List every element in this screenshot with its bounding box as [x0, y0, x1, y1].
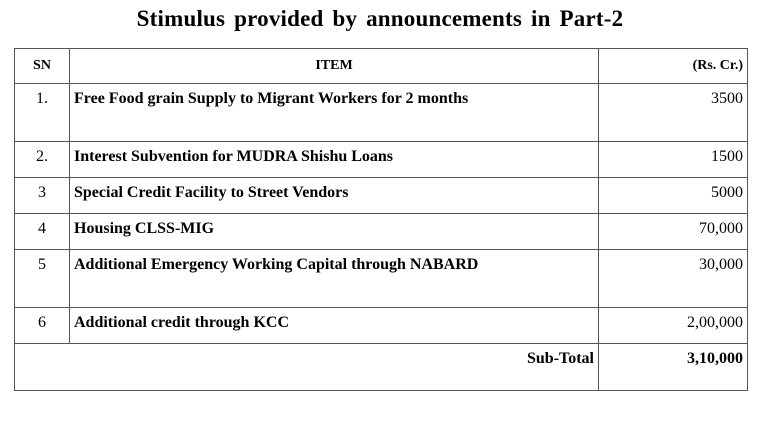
row-item: Housing CLSS-MIG [70, 214, 599, 250]
row-sn: 1. [15, 84, 70, 142]
table-row [15, 250, 748, 308]
table-row [15, 178, 748, 214]
row-amount: 5000 [599, 178, 748, 214]
row-sn: 5 [15, 250, 70, 308]
table-row [15, 308, 748, 344]
row-item: Free Food grain Supply to Migrant Workers for 2 months [70, 84, 599, 142]
row-amount: 2,00,000 [599, 308, 748, 344]
row-item: Special Credit Facility to Street Vendors [70, 178, 599, 214]
stimulus-table [14, 48, 748, 391]
row-sn: 3 [15, 178, 70, 214]
column-header-amount: (Rs. Cr.) [599, 49, 748, 84]
row-amount: 30,000 [599, 250, 748, 308]
row-amount: 70,000 [599, 214, 748, 250]
row-sn: 6 [15, 308, 70, 344]
page-title: Stimulus provided by announcements in Part-2 [136, 6, 624, 31]
row-amount: 1500 [599, 142, 748, 178]
row-sn: 2. [15, 142, 70, 178]
row-item: Additional Emergency Working Capital through NABARD [70, 250, 599, 308]
row-item: Interest Subvention for MUDRA Shishu Loans [70, 142, 599, 178]
column-header-item: ITEM [70, 49, 599, 84]
row-item: Additional credit through KCC [70, 308, 599, 344]
column-header-sn: SN [15, 49, 70, 84]
table-header-row [15, 49, 748, 84]
row-amount: 3500 [599, 84, 748, 142]
subtotal-value: 3,10,000 [599, 344, 748, 391]
subtotal-label: Sub-Total [15, 344, 599, 391]
subtotal-row [15, 344, 748, 391]
row-sn: 4 [15, 214, 70, 250]
table-row [15, 84, 748, 142]
table-row [15, 214, 748, 250]
table-row [15, 142, 748, 178]
